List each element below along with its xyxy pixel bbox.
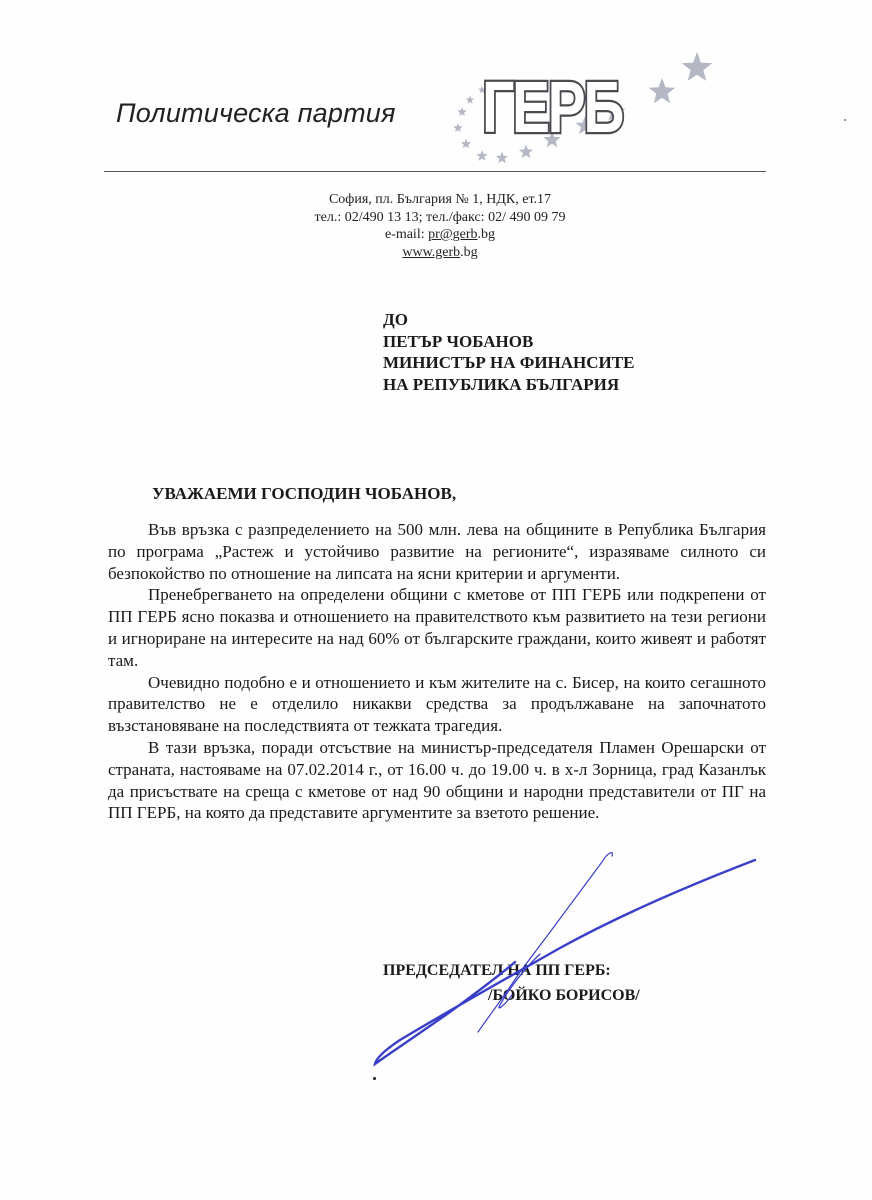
- star-icon: [466, 96, 475, 104]
- paragraph: Очевидно подобно е и отношението и към жителите на с. Бисер, на които сегашното правителство не е отделило никакви средства за продължаване на започнатото възстановяване на последствията от тежката трагедия.: [108, 672, 766, 736]
- addressee-position: МИНИСТЪР НА ФИНАНСИТЕ: [383, 353, 635, 372]
- paragraph: Пренебрегването на определени общини с кметове от ПП ГЕРБ или подкрепени от ПП ГЕРБ ясно показва и отношението на правителството към развитието на тези региони и игнориране на интересите на над 60% от българските граждани, които живеят и работят там.: [108, 585, 766, 670]
- email-prefix: e-mail:: [384, 227, 429, 242]
- email-link[interactable]: pr@gerb: [428, 227, 478, 242]
- scan-speck: [373, 1077, 376, 1080]
- star-icon: [649, 78, 676, 103]
- star-icon: [461, 139, 471, 149]
- email-line: [200, 226, 680, 244]
- letter-body: [108, 519, 766, 824]
- signatory-title: ПРЕДСЕДАТЕЛ НА ПП ГЕРБ:: [383, 962, 611, 979]
- logo-text: ГЕРБ: [482, 68, 623, 148]
- addressee-to: ДО: [383, 310, 408, 329]
- star-icon: [476, 150, 487, 161]
- gerb-logo: [440, 40, 720, 170]
- addressee-country: НА РЕПУБЛИКА БЪЛГАРИЯ: [383, 374, 620, 394]
- website-link[interactable]: www.gerb: [402, 244, 461, 260]
- signatory-name: /БОЙКО БОРИСОВ/: [488, 987, 640, 1004]
- scan-speck: [844, 119, 846, 121]
- star-icon: [496, 152, 508, 164]
- contact-block: [200, 191, 680, 261]
- signature-stroke: [478, 853, 612, 1032]
- addressee-block: [383, 309, 634, 395]
- website-suffix: .bg: [460, 244, 478, 260]
- paragraph: В тази връзка, поради отсъствие на министър-председателя Пламен Орешарски от страната, настояваме на 07.02.2014 г., от 16.00 ч. до 19.00 ч. в х-л Зорница, град Казанлък да присъствате на среща с кметове от над 90 общини и народни представители от ПГ на ПП ГЕРБ, на която да представите аргументите за взетото решение.: [108, 737, 766, 823]
- website-line: [200, 244, 680, 262]
- addressee-name: ПЕТЪР ЧОБАНОВ: [383, 331, 534, 351]
- email-suffix: .bg: [477, 227, 496, 242]
- party-label: Политическа партия: [116, 98, 396, 128]
- salutation: УВАЖАЕМИ ГОСПОДИН ЧОБАНОВ,: [152, 484, 457, 503]
- star-icon: [453, 123, 463, 132]
- star-icon: [682, 52, 712, 81]
- phone-line: тел.: 02/490 13 13; тел./факс: 02/ 490 09 79: [314, 209, 566, 225]
- paragraph: Във връзка с разпределението на 500 млн. лева на общините в Република България по програма „Растеж и устойчиво развитие на регионите“, изразяваме силното си безпокойство по отношение на липсата на ясни критерии и аргументи.: [108, 520, 766, 583]
- star-icon: [457, 107, 467, 116]
- header-divider: [104, 171, 766, 172]
- address-line: София, пл. България № 1, НДК, ет.17: [328, 192, 552, 207]
